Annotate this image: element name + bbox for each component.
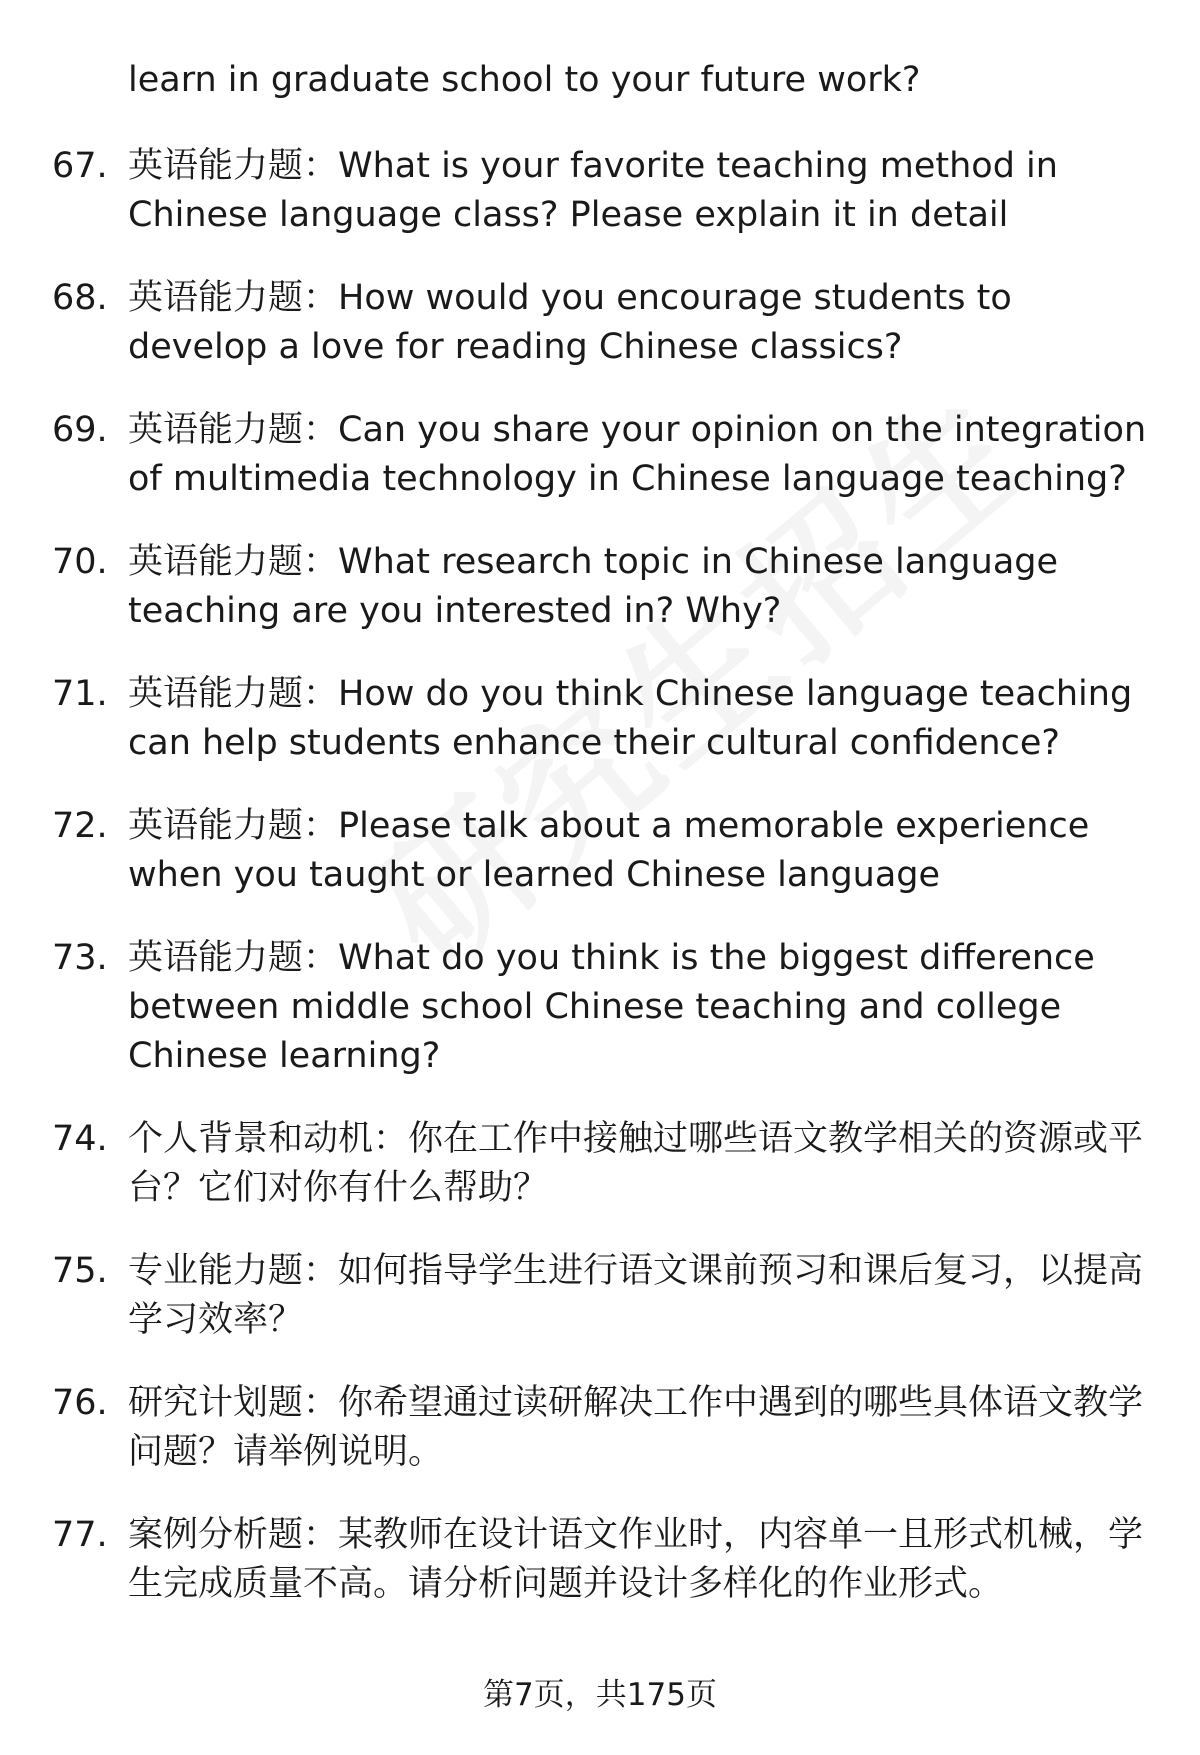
question-number: 72.	[52, 806, 108, 846]
question-text: 英语能力题：How do you think Chinese language teaching can help students enhance their cultural confidence?	[128, 674, 1133, 763]
question-item	[52, 1247, 1152, 1345]
question-number: 73.	[52, 938, 108, 978]
page-footer: 第7页，共175页	[483, 1677, 717, 1713]
question-text: 研究计划题：你希望通过读研解决工作中遇到的哪些具体语文教学问题？请举例说明。	[128, 1383, 1144, 1472]
question-text: 个人背景和动机：你在工作中接触过哪些语文教学相关的资源或平台？它们对你有什么帮助？	[128, 1119, 1144, 1208]
question-item	[52, 802, 1152, 900]
question-item	[52, 406, 1152, 504]
question-item	[52, 1511, 1152, 1609]
continuation-text: learn in graduate school to your future work?	[128, 60, 921, 100]
question-number: 70.	[52, 542, 108, 582]
question-item	[52, 1115, 1152, 1213]
question-text: 英语能力题：How would you encourage students to develop a love for reading Chinese classics?	[128, 278, 1012, 367]
question-item	[52, 142, 1152, 240]
question-number: 68.	[52, 278, 108, 318]
question-text: 英语能力题：Can you share your opinion on the integration of multimedia technology in Chinese language teaching?	[128, 410, 1147, 499]
question-item	[52, 934, 1152, 1081]
question-number: 69.	[52, 410, 108, 450]
question-text: 专业能力题：如何指导学生进行语文课前预习和课后复习，以提高学习效率？	[128, 1251, 1144, 1340]
question-item	[52, 1379, 1152, 1477]
question-number: 67.	[52, 146, 108, 186]
question-text: 英语能力题：What is your favorite teaching method in Chinese language class? Please explain it in detail	[128, 146, 1058, 235]
question-text: 英语能力题：What do you think is the biggest difference between middle school Chinese teaching and college Chinese learning?	[128, 938, 1095, 1076]
question-item	[52, 670, 1152, 768]
question-text: 案例分析题：某教师在设计语文作业时，内容单一且形式机械，学生完成质量不高。请分析问题并设计多样化的作业形式。	[128, 1515, 1144, 1604]
question-list	[52, 142, 1152, 1643]
question-number: 71.	[52, 674, 108, 714]
question-text: 英语能力题：Please talk about a memorable experience when you taught or learned Chinese language	[128, 806, 1090, 895]
question-number: 77.	[52, 1515, 108, 1555]
question-text: 英语能力题：What research topic in Chinese language teaching are you interested in? Why?	[128, 542, 1059, 631]
question-item	[52, 274, 1152, 372]
question-number: 76.	[52, 1383, 108, 1423]
question-number: 75.	[52, 1251, 108, 1291]
question-item	[52, 538, 1152, 636]
question-number: 74.	[52, 1119, 108, 1159]
